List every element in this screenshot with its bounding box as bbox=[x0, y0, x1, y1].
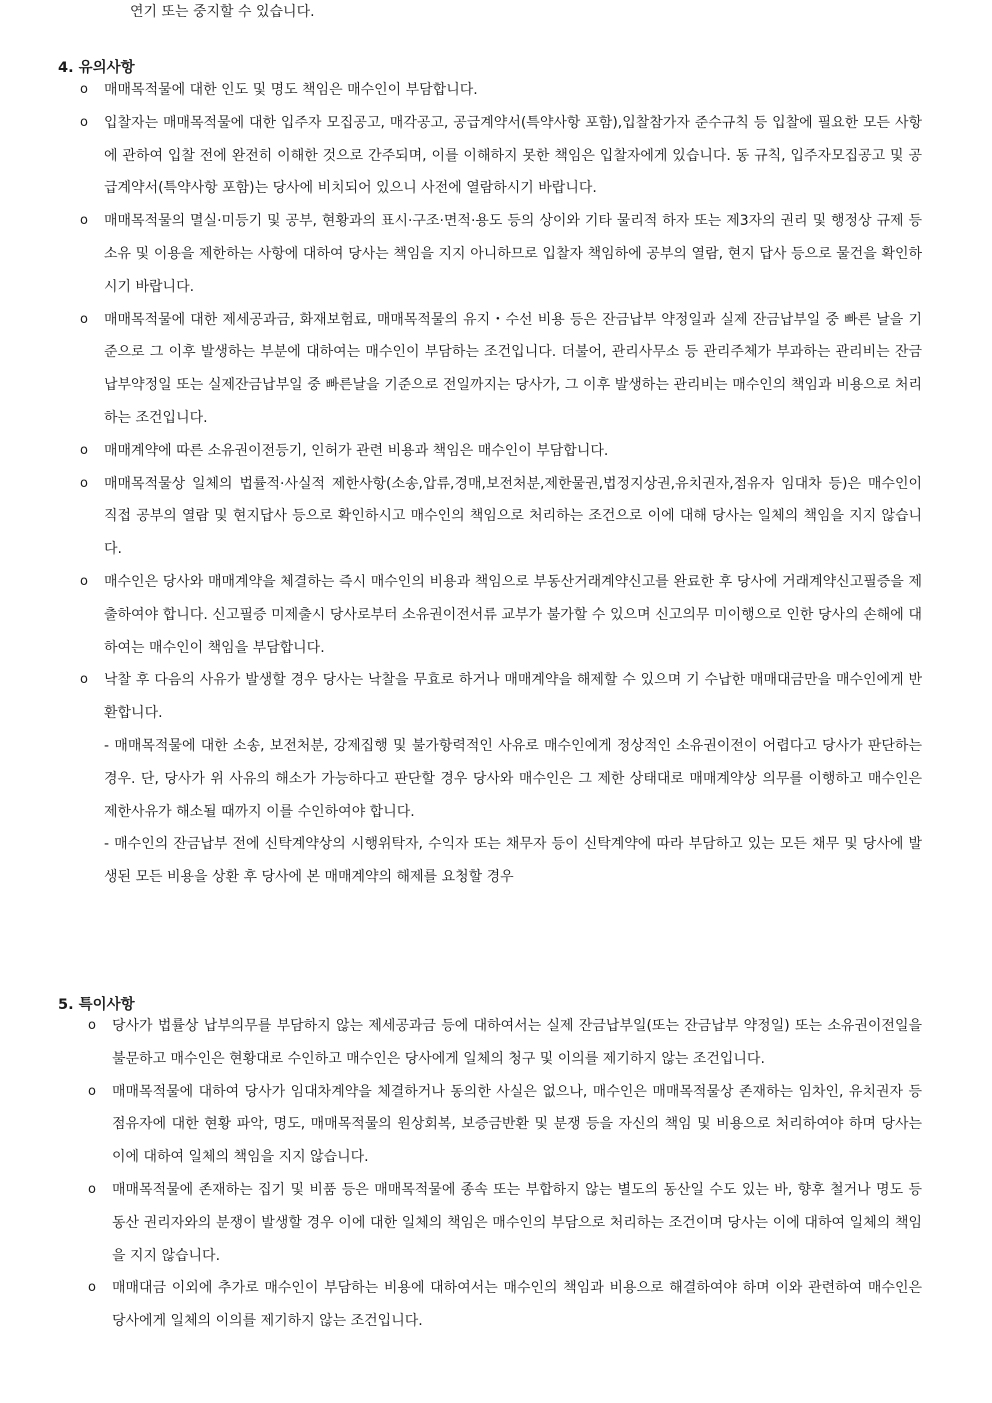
list-item bbox=[0, 1174, 992, 1272]
bullet-icon: o bbox=[80, 672, 88, 688]
list-item bbox=[0, 74, 992, 107]
bullet-icon: o bbox=[80, 213, 88, 229]
bullet-icon: o bbox=[80, 311, 88, 327]
item-text: 매매목적물에 존재하는 집기 및 비품 등은 매매목적물에 종속 또는 부합하지 않는 별도의 동산일 수도 있는 바, 향후 철거나 명도 등 동산 권리자와의 분쟁이 발생할 경우 이에 대한 일체의 책임은 매수인의 부담으로 처리하는 조건이며 당사는 이에 대하여 일체의 책임을 지지 않습니다. bbox=[112, 1181, 922, 1264]
section-5-list bbox=[0, 1010, 992, 1338]
item-text: 매매계약에 따른 소유권이전등기, 인허가 관련 비용과 책임은 매수인이 부담합니다. bbox=[104, 442, 609, 459]
bullet-icon: o bbox=[80, 82, 88, 97]
list-item bbox=[0, 205, 992, 303]
list-item bbox=[0, 1076, 992, 1174]
list-item bbox=[0, 664, 992, 894]
bullet-icon: o bbox=[88, 1280, 96, 1296]
list-item bbox=[0, 468, 992, 566]
list-item bbox=[0, 304, 992, 435]
item-text: 매수인은 당사와 매매계약을 체결하는 즉시 매수인의 비용과 책임으로 부동산거래계약신고를 완료한 후 당사에 거래계약신고필증을 제출하여야 합니다. 신고필증 미제출시 당사로부터 소유권이전서류 교부가 불가할 수 있으며 신고의무 미이행으로 인한 당사의 손해에 대하여는 매수인이 책임을 부담합니다. bbox=[104, 573, 922, 656]
bullet-icon: o bbox=[80, 475, 88, 491]
list-item bbox=[0, 1272, 992, 1338]
bullet-icon: o bbox=[88, 1181, 96, 1197]
bullet-icon: o bbox=[80, 442, 88, 458]
bullet-icon: o bbox=[88, 1083, 96, 1099]
bullet-icon: o bbox=[88, 1018, 96, 1033]
item-text: 당사가 법률상 납부의무를 부담하지 않는 제세공과금 등에 대하여서는 실제 잔금납부일(또는 잔금납부 약정일) 또는 소유권이전일을 불문하고 매수인은 현황대로 수인하고 매수인은 당사에게 일체의 청구 및 이의를 제기하지 않는 조건입니다. bbox=[112, 1018, 922, 1067]
section-4-list bbox=[0, 74, 992, 894]
list-item bbox=[0, 566, 992, 664]
item-text: 매매목적물의 멸실·미등기 및 공부, 현황과의 표시·구조·면적·용도 등의 상이와 기타 물리적 하자 또는 제3자의 권리 및 행정상 규제 등 소유 및 이용을 제한하는 사항에 대하여 당사는 책임을 지지 아니하므로 입찰자 책임하에 공부의 열람, 현지 답사 등으로 물건을 확인하시기 바랍니다. bbox=[104, 213, 922, 295]
list-item bbox=[0, 107, 992, 205]
list-item bbox=[0, 1010, 992, 1076]
section-5-title: 5. 특이사항 bbox=[58, 997, 135, 1013]
bullet-icon: o bbox=[80, 114, 88, 130]
item-text: 입찰자는 매매목적물에 대한 입주자 모집공고, 매각공고, 공급계약서(특약사항 포함),입찰참가자 준수규칙 등 입찰에 필요한 모든 사항에 관하여 입찰 전에 완전히 이해한 것으로 간주되며, 이를 이해하지 못한 책임은 입찰자에게 있습니다. 동 규칙, 입주자모집공고 및 공급계약서(특약사항 포함)는 당사에 비치되어 있으니 사전에 열람하시기 바랍니다. bbox=[104, 114, 922, 197]
carryover-text: 연기 또는 중지할 수 있습니다. bbox=[130, 4, 315, 20]
item-text: 매매목적물에 대하여 당사가 임대차계약을 체결하거나 동의한 사실은 없으나, 매수인은 매매목적물상 존재하는 임차인, 유치권자 등 점유자에 대한 현황 파악, 명도, 매매목적물의 원상회복, 보증금반환 및 분쟁 등을 자신의 책임 및 비용으로 처리하여야 하며 당사는 이에 대하여 일체의 책임을 지지 않습니다. bbox=[112, 1083, 922, 1166]
item-text: 낙찰 후 다음의 사유가 발생할 경우 당사는 낙찰을 무효로 하거나 매매계약을 해제할 수 있으며 기 수납한 매매대금만을 매수인에게 반환합니다. bbox=[104, 672, 922, 722]
section-4-title: 4. 유의사항 bbox=[58, 60, 135, 76]
bullet-icon: o bbox=[80, 573, 88, 589]
item-text: 매매목적물에 대한 인도 및 명도 책임은 매수인이 부담합니다. bbox=[104, 82, 478, 98]
list-item bbox=[0, 435, 992, 468]
item-text: 매매목적물에 대한 제세공과금, 화재보험료, 매매목적물의 유지・수선 비용 등은 잔금납부 약정일과 실제 잔금납부일 중 빠른 날을 기준으로 그 이후 발생하는 부분에 대하여는 매수인이 부담하는 조건입니다. 더불어, 관리사무소 등 관리주체가 부과하는 관리비는 잔금납부약정일 또는 실제잔금납부일 중 빠른날을 기준으로 전일까지는 당사가, 그 이후 발생하는 관리비는 매수인의 책임과 비용으로 처리하는 조건입니다. bbox=[104, 311, 922, 426]
item-text: 매매목적물상 일체의 법률적·사실적 제한사항(소송,압류,경매,보전처분,제한물권,법정지상권,유치권자,점유자 임대차 등)은 매수인이 직접 공부의 열람 및 현지답사 등으로 확인하시고 매수인의 책임으로 처리하는 조건으로 이에 대해 당사는 일체의 책임을 지지 않습니다. bbox=[104, 475, 922, 558]
item-text: 매매대금 이외에 추가로 매수인이 부담하는 비용에 대하여서는 매수인의 책임과 비용으로 해결하여야 하며 이와 관련하여 매수인은 당사에게 일체의 이의를 제기하지 않는 조건입니다. bbox=[112, 1280, 922, 1330]
sub-item-text: - 매매목적물에 대한 소송, 보전처분, 강제집행 및 불가항력적인 사유로 매수인에게 정상적인 소유권이전이 어렵다고 당사가 판단하는 경우. 단, 당사가 위 사유의 해소가 가능하다고 판단할 경우 당사와 매수인은 그 제한 상태대로 매매계약상 의무를 이행하고 매수인은 제한사유가 해소될 때까지 이를 수인하여야 합니다. bbox=[104, 737, 922, 820]
sub-item-text: - 매수인의 잔금납부 전에 신탁계약상의 시행위탁자, 수익자 또는 채무자 등이 신탁계약에 따라 부담하고 있는 모든 채무 및 당사에 발생된 모든 비용을 상환 후 당사에 본 매매계약의 해제를 요청할 경우 bbox=[104, 836, 922, 886]
